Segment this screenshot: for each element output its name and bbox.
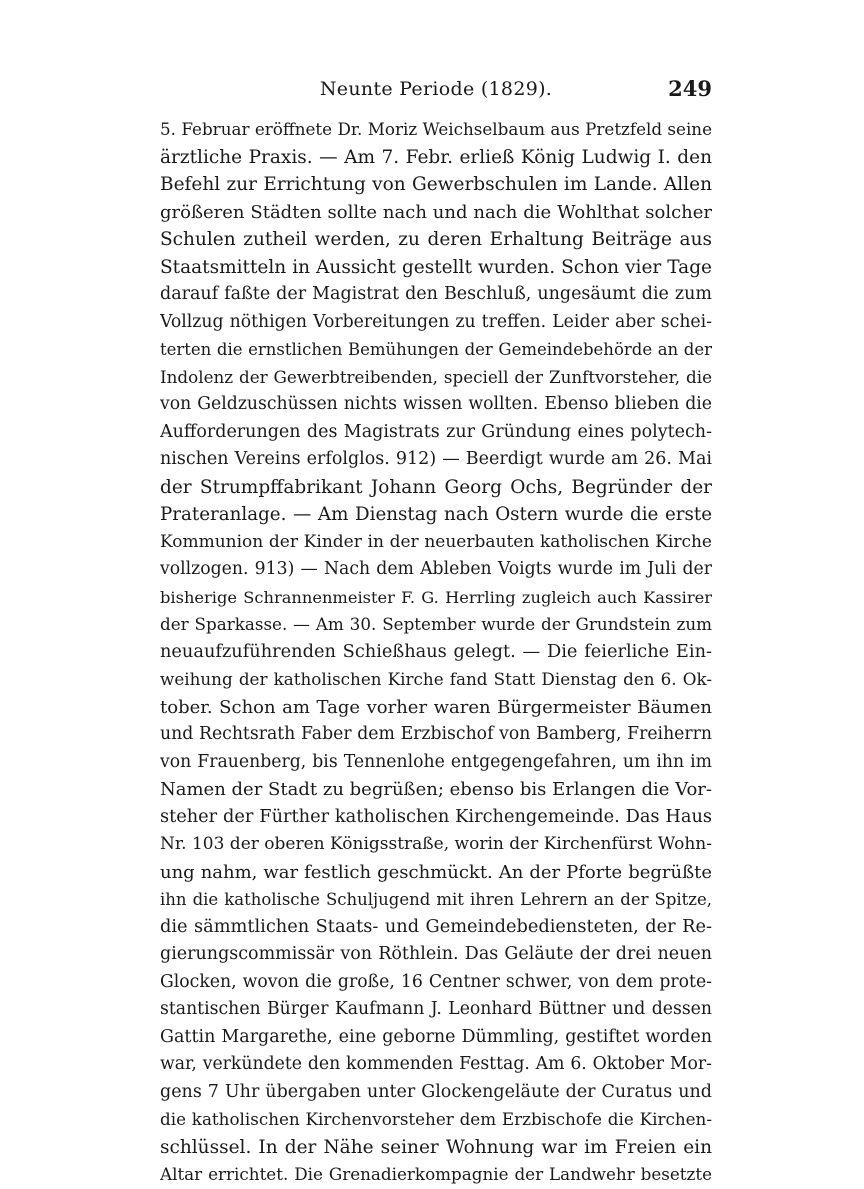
text-line: Namen der Stadt zu begrüßen; ebenso bis Erlangen die Vor- bbox=[160, 779, 712, 800]
text-line: war, verkündete den kommenden Festtag. Am 6. Oktober Mor- bbox=[160, 1054, 712, 1074]
text-line: größeren Städten sollte nach und nach die Wohlthat solcher bbox=[160, 201, 712, 223]
text-line: schlüssel. In der Nähe seiner Wohnung war im Freien ein bbox=[160, 1136, 712, 1158]
text-line: Kommunion der Kinder in der neuerbauten katholischen Kirche bbox=[160, 531, 712, 552]
text-line: die sämmtlichen Staats- und Gemeindebediensteten, der Re- bbox=[160, 916, 712, 937]
text-line: ung nahm, war festlich geschmückt. An der Pforte begrüßte bbox=[160, 861, 712, 883]
text-line: die katholischen Kirchenvorsteher dem Erzbischofe die Kirchen- bbox=[160, 1109, 712, 1129]
text-line: von Geldzuschüssen nichts wissen wollten. Ebenso blieben die bbox=[160, 394, 712, 414]
text-line: nischen Vereins erfolglos. 912) — Beerdigt wurde am 26. Mai bbox=[160, 449, 712, 469]
text-line: terten die ernstlichen Bemühungen der Gemeindebehörde an der bbox=[160, 340, 712, 359]
text-line: der Sparkasse. — Am 30. September wurde der Grundstein zum bbox=[160, 614, 712, 634]
text-line: Schulen zutheil werden, zu deren Erhaltung Beiträge aus bbox=[160, 229, 712, 250]
text-line: ärztliche Praxis. — Am 7. Febr. erließ König Ludwig I. den bbox=[160, 146, 712, 168]
running-head bbox=[160, 74, 712, 104]
body-text bbox=[160, 116, 712, 1189]
text-line: gierungscommissär von Röthlein. Das Geläute der drei neuen bbox=[160, 944, 712, 964]
text-line: Staatsmitteln in Aussicht gestellt wurden. Schon vier Tage bbox=[160, 256, 712, 278]
text-line: vollzogen. 913) — Nach dem Ableben Voigts wurde im Juli der bbox=[160, 559, 712, 579]
text-line: und Rechtsrath Faber dem Erzbischof von Bamberg, Freiherrn bbox=[160, 724, 712, 744]
text-line: stantischen Bürger Kaufmann J. Leonhard Büttner und dessen bbox=[160, 999, 712, 1019]
text-line: Indolenz der Gewerbtreibenden, speciell der Zunftvorsteher, die bbox=[160, 366, 712, 387]
text-line: Prateranlage. — Am Dienstag nach Ostern wurde die erste bbox=[160, 504, 712, 525]
text-line: 5. Februar eröffnete Dr. Moriz Weichselbaum aus Pretzfeld seine bbox=[160, 119, 712, 139]
text-line: steher der Fürther katholischen Kirchengemeinde. Das Haus bbox=[160, 806, 712, 827]
text-line: darauf faßte der Magistrat den Beschluß, ungesäumt die zum bbox=[160, 284, 712, 304]
text-line: tober. Schon am Tage vorher waren Bürgermeister Bäumen bbox=[160, 696, 712, 718]
text-line: Gattin Margarethe, eine geborne Dümmling, gestiftet worden bbox=[160, 1026, 712, 1047]
text-line: von Frauenberg, bis Tennenlohe entgegengefahren, um ihn im bbox=[160, 751, 712, 772]
page-number: 249 bbox=[668, 76, 712, 101]
text-line: Altar errichtet. Die Grenadierkompagnie der Landwehr besetzte bbox=[160, 1164, 712, 1184]
text-line: Glocken, wovon die große, 16 Centner schwer, von dem prote- bbox=[160, 971, 712, 992]
text-line: gens 7 Uhr übergaben unter Glockengeläute der Curatus und bbox=[160, 1081, 712, 1102]
text-line: Aufforderungen des Magistrats zur Gründung eines polytech- bbox=[160, 421, 712, 442]
running-title: Neunte Periode (1829). bbox=[319, 78, 553, 100]
text-line: Befehl zur Errichtung von Gewerbschulen im Lande. Allen bbox=[160, 174, 712, 195]
text-line: neuaufzuführenden Schießhaus gelegt. — Die feierliche Ein- bbox=[160, 641, 712, 662]
text-line: weihung der katholischen Kirche fand Statt Dienstag den 6. Ok- bbox=[160, 669, 712, 689]
text-line: bisherige Schrannenmeister F. G. Herrling zugleich auch Kassirer bbox=[160, 587, 712, 607]
text-line: Nr. 103 der oberen Königsstraße, worin der Kirchenfürst Wohn- bbox=[160, 834, 712, 854]
text-line: Vollzug nöthigen Vorbereitungen zu treffen. Leider aber schei- bbox=[160, 311, 712, 332]
text-line: der Strumpffabrikant Johann Georg Ochs, Begründer der bbox=[160, 476, 712, 498]
text-line: ihn die katholische Schuljugend mit ihren Lehrern an der Spitze, bbox=[160, 890, 712, 909]
